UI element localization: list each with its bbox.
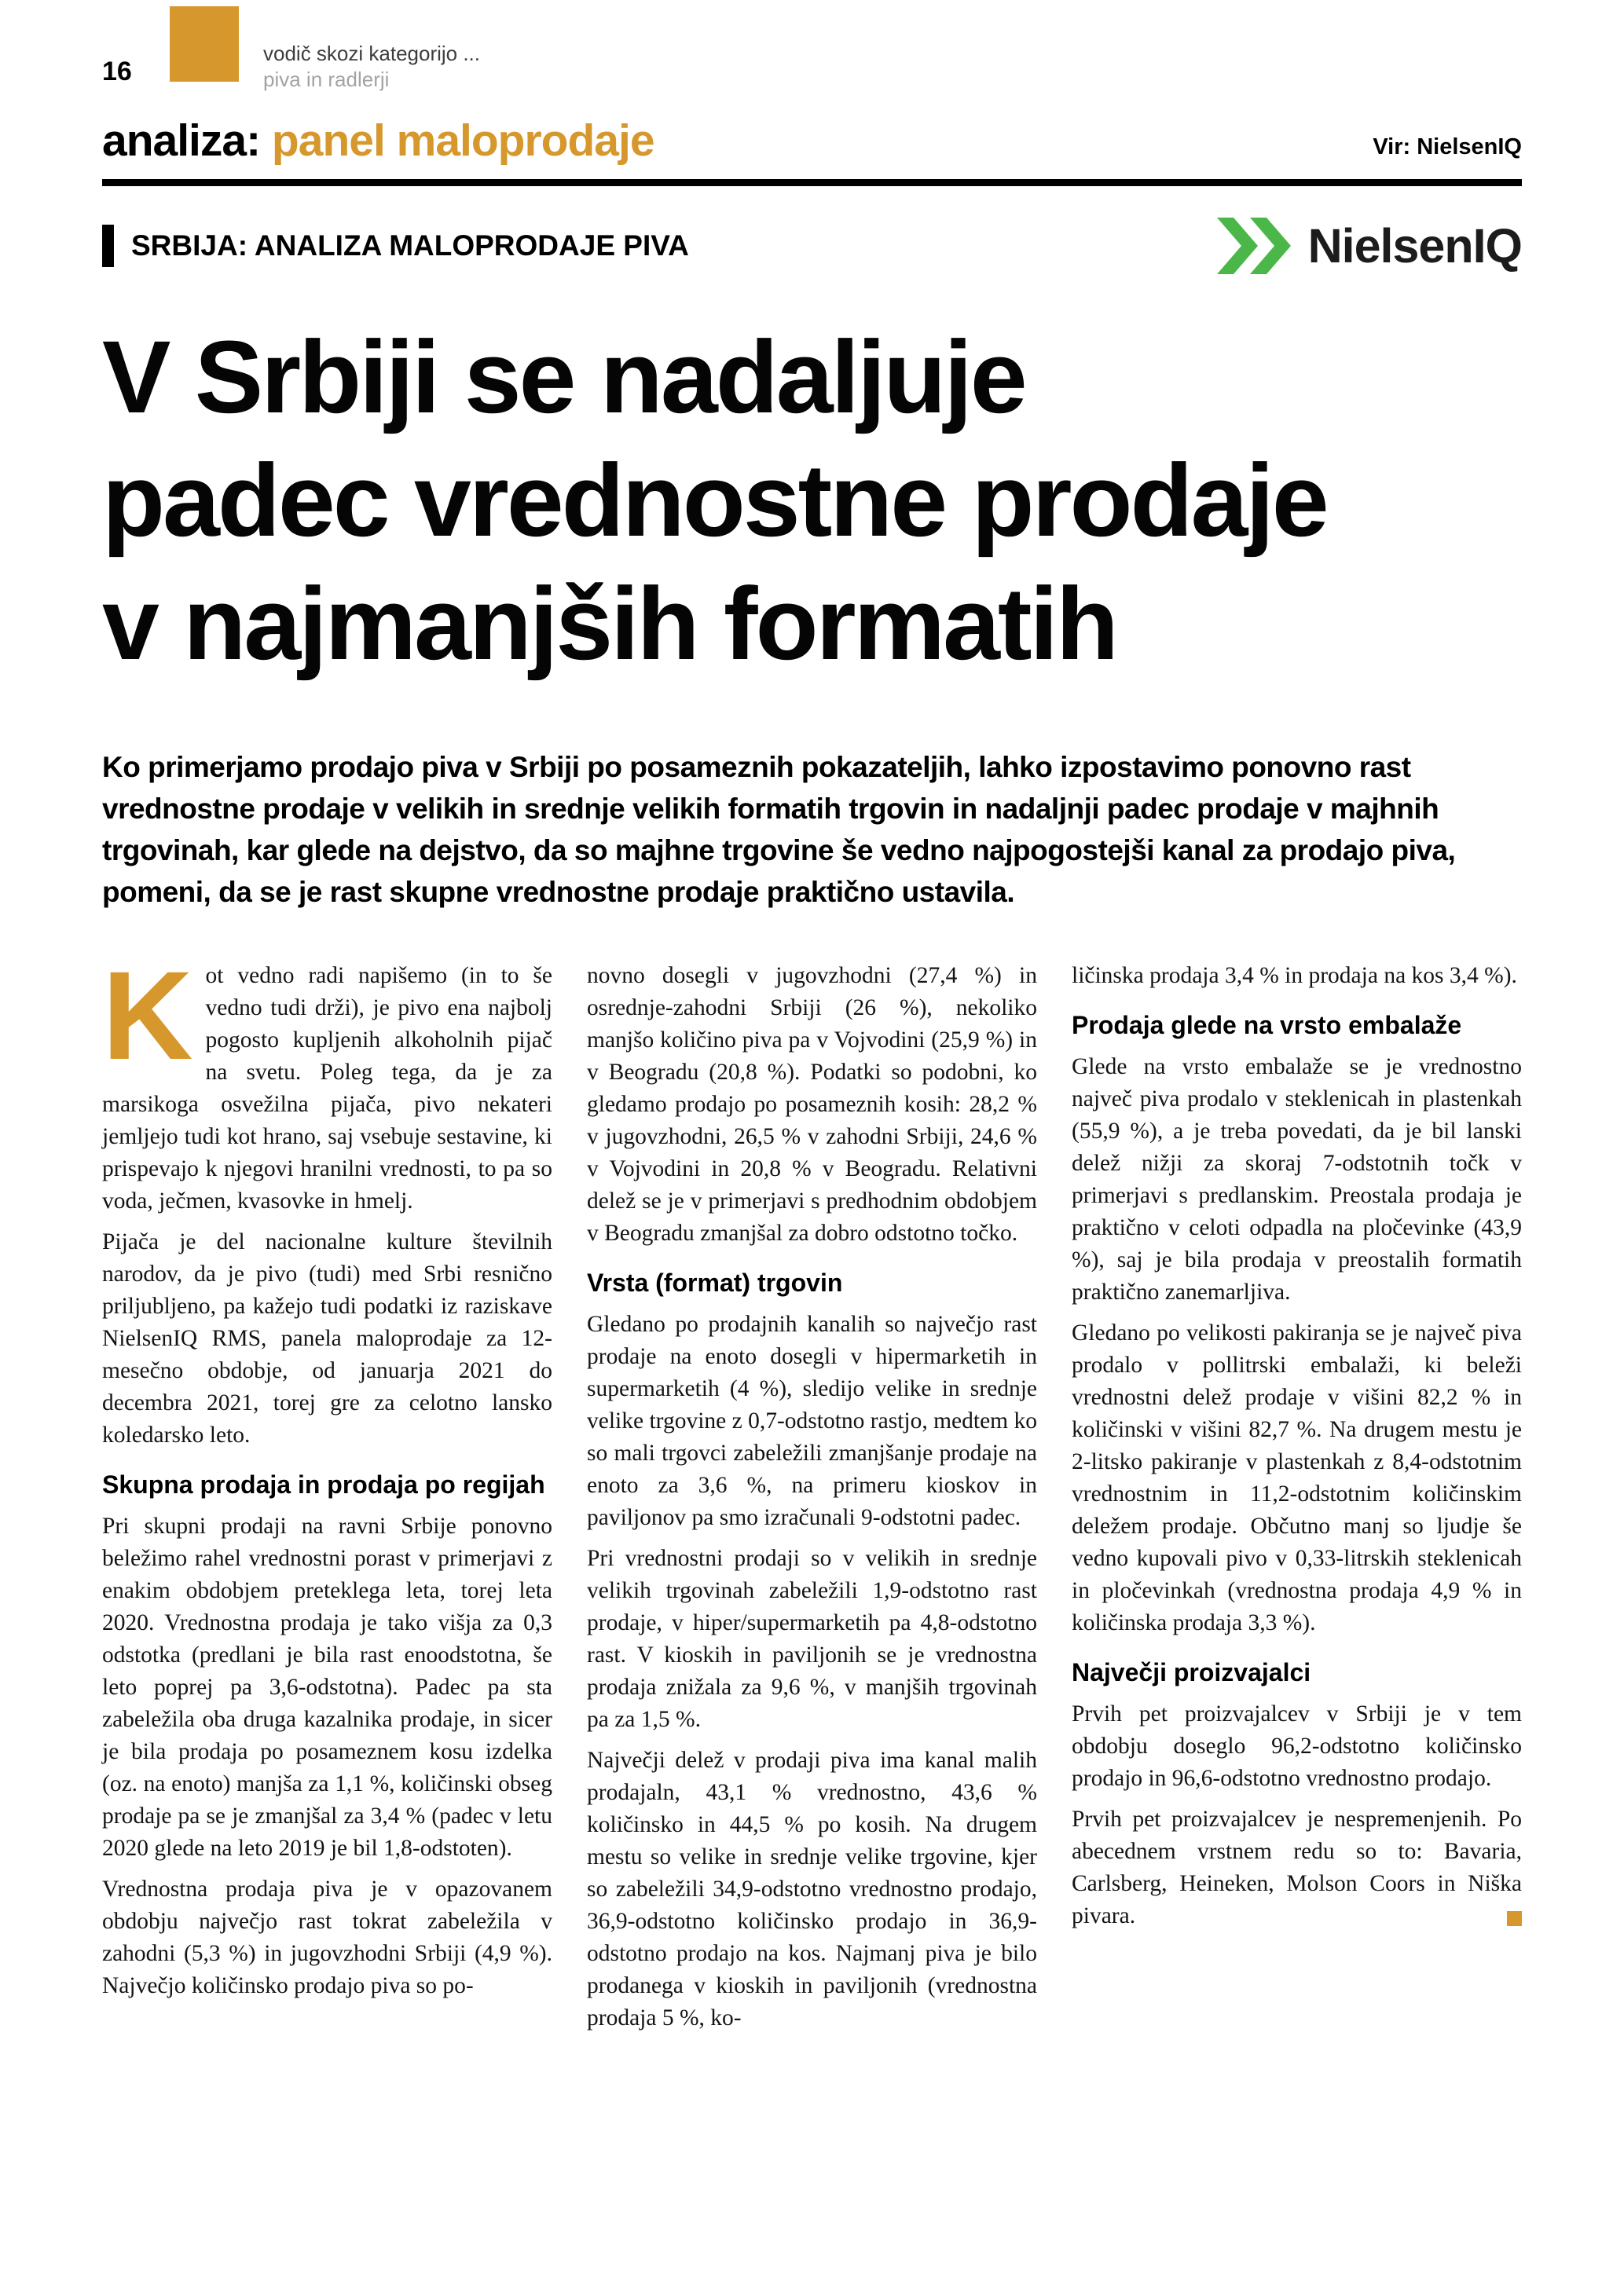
- column-subhead: Prodaja glede na vrsto embalaže: [1072, 1011, 1462, 1039]
- body-paragraph: Pijača je del nacionalne kulture številnih narodov, da je pivo (tudi) med Srbi resnično priljubljeno, pa kažejo tudi podatki iz raziskave NielsenIQ RMS, panela maloprodaje za 12-mesečno obdobje, od januarja 2021 do decembra 2021, torej gre za celotno lansko koledarsko leto.: [102, 1229, 552, 1448]
- section-title-orange: panel maloprodaje: [271, 115, 654, 166]
- article-body: [102, 945, 1522, 2043]
- section-header-row: [102, 115, 1522, 167]
- category-tag-line1: vodič skozi kategorijo ...: [263, 42, 481, 65]
- body-paragraph: novno dosegli v jugovzhodni (27,4 %) in osrednje-zahodni Srbiji (26 %), nekoliko manjšo količino piva pa v Vojvodini (25,9 %) in v Beogradu (20,8 %). Podatki so podobni, ko gledamo prodajo po posameznih kosih: 28,2 % v jugovzhodni, 26,5 % v zahodni Srbiji, 24,6 % v Vojvodini in 20,8 % v Beogradu. Relativni delež se je v primerjavi s predhodnim obdobjem v Beogradu zmanjšal za dobro odstotno točko.: [587, 963, 1037, 1246]
- headline-line-3: v najmanjših formatih: [102, 566, 1116, 681]
- drop-cap: K: [102, 945, 193, 1086]
- body-paragraph: Največji delež v prodaji piva ima kanal malih prodajaln, 43,1 % vrednostno, 43,6 % količinsko in 44,5 % po kosih. Na drugem mestu so velike in srednje velike trgovine, kjer so zabeležili 34,9-odstotno vrednostno prodajo, 36,9-odstotno količinsko prodajo in 36,9-odstotno prodajo na kos. Najmanj piva je bilo prodanega v kioskih in paviljonih (vrednostna prodaja 5 %, ko-: [587, 1748, 1037, 2031]
- body-paragraph: ličinska prodaja 3,4 % in prodaja na kos 3,4 %).: [1072, 963, 1517, 988]
- body-paragraph: Prvih pet proizvajalcev v Srbiji je v tem obdobju doseglo 96,2-odstotno količinsko prodajo in 96,6-odstotno vrednostno prodajo.: [1072, 1701, 1522, 1791]
- body-paragraph: Gledano po velikosti pakiranja se je največ piva prodalo v pollitrski embalaži, ki beleži vrednostni delež prodaje v višini 82,2 % in količinski v višini 82,7 %. Na drugem mestu je 2-litsko pakiranje v plastenkah z 8,4-odstotnim vrednostnim in 11,2-odstotnim količinskim deležem prodaje. Občutno manj so ljudje še vedno kupovali pivo v 0,33-litrskih steklenicah in pločevinkah (vrednostna prodaja 4,9 % in količinska prodaja 3,3 %).: [1072, 1320, 1522, 1635]
- section-title: [102, 115, 654, 167]
- kicker: [102, 225, 689, 267]
- body-column-1: [102, 945, 552, 2043]
- body-paragraph: Kot vedno radi napišemo (in to še vedno tudi drži), je pivo ena najbolj pogosto kupljenih alkoholnih pijač na svetu. Poleg tega, da je za marsikoga osvežilna pijača, pivo nekateri jemljejo tudi kot hrano, saj vsebuje sestavine, ki prispevajo k njegovi hranilni vrednosti, to pa so voda, ječmen, kvasovke in hmelj.: [102, 945, 552, 1214]
- category-tag-line2: piva in radlerji: [263, 68, 390, 91]
- body-paragraph: Pri vrednostni prodaji so v velikih in srednje velikih trgovinah zabeležili 1,9-odstotno rast prodaje, v hiper/supermarketih pa 4,8-odstotno rast. V kioskih in paviljonih se je vrednostna prodaja znižala za 9,6 %, v manjših trgovinah pa za 1,5 %.: [587, 1546, 1037, 1732]
- headline: [102, 315, 1522, 685]
- source-credit: Vir: NielsenIQ: [1373, 134, 1522, 159]
- kicker-text: SRBIJA: ANALIZA MALOPRODAJE PIVA: [131, 229, 689, 262]
- column-subhead: Skupna prodaja in prodaja po regijah: [102, 1470, 545, 1499]
- column-subhead: Največji proizvajalci: [1072, 1658, 1311, 1686]
- kicker-bar: [102, 225, 114, 267]
- headline-line-1: V Srbiji se nadaljuje: [102, 319, 1025, 434]
- body-paragraph: Gledano po prodajnih kanalih so največjo rast prodaje na enoto dosegli v hipermarketih in supermarketih (4 %), sledijo velike in srednje velike trgovine z 0,7-odstotno rastjo, medtem ko so mali trgovci zabeležili zmanjšanje prodaje na enoto za 3,6 %, na primeru kioskov in paviljonov pa smo izračunali 9-odstotni padec.: [587, 1312, 1037, 1530]
- body-paragraph: Prvih pet proizvajalcev je nespremenjenih. Po abecednem vrstnem redu so to: Bavaria, Carlsberg, Heineken, Molson Coors in Niška pivara.: [1072, 1807, 1522, 1928]
- body-column-3: [1072, 960, 1522, 2043]
- horizontal-rule: [102, 179, 1522, 186]
- kicker-row: [102, 218, 1522, 274]
- article-end-marker-icon: [1507, 1911, 1522, 1926]
- nielseniq-chevrons-icon: [1217, 218, 1296, 274]
- category-tag-text: [263, 41, 480, 93]
- top-tag-strip: [102, 0, 1522, 94]
- section-title-black: analiza:: [102, 115, 261, 166]
- body-paragraph: Pri skupni prodaji na ravni Srbije ponovno beležimo rahel vrednostni porast v primerjavi z enakim obdobjem preteklega leta, torej leta 2020. Vrednostna prodaja je tako višja za 0,3 odstotka (predlani je bila rast enoodstotna, še leto poprej pa 3,6-odstotna). Padec pa sta zabeležila oba druga kazalnika prodaje, in sicer je bila prodaja po posameznem kosu izdelka (oz. na enoto) manjša za 1,1 %, količinski obseg prodaje pa se je zmanjšal za 3,4 % (padec v letu 2020 glede na leto 2019 je bil 1,8-odstoten).: [102, 1514, 552, 1861]
- nielseniq-logo-text: NielsenIQ: [1307, 219, 1522, 273]
- body-paragraph: Glede na vrsto embalaže se je vrednostno največ piva prodalo v steklenicah in plastenkah (55,9 %), a je treba povedati, da je bil lanski delež nižji za skoraj 7-odstotnih točk v primerjavi s predlanskim. Preostala prodaja je praktično v celoti odpadla na pločevinke (43,9 %), saj je bila prodaja v preostalih formatih praktično zanemarljiva.: [1072, 1054, 1522, 1305]
- category-tag-square-icon: [170, 6, 239, 82]
- nielseniq-logo: [1217, 218, 1522, 274]
- intro-paragraph: Ko primerjamo prodajo piva v Srbiji po posameznih pokazateljih, lahko izpostavimo ponovno rast vrednostne prodaje v velikih in srednje velikih formatih trgovin in nadaljnji padec prodaje v majhnih trgovinah, kar glede na dejstvo, da so majhne trgovine še vedno najpogostejši kanal za prodajo piva, pomeni, da se je rast skupne vrednostne prodaje praktično ustavila.: [102, 751, 1456, 908]
- page-number: 16: [102, 57, 132, 86]
- headline-line-2: padec vrednostne prodaje: [102, 442, 1327, 558]
- column-subhead: Vrsta (format) trgovin: [587, 1269, 843, 1297]
- body-column-2: [587, 960, 1037, 2043]
- body-paragraph: Vrednostna prodaja piva je v opazovanem obdobju največjo rast tokrat zabeležila v zahodni (5,3 %) in jugovzhodni Srbiji (4,9 %). Največjo količinsko prodajo piva so po-: [102, 1877, 552, 1998]
